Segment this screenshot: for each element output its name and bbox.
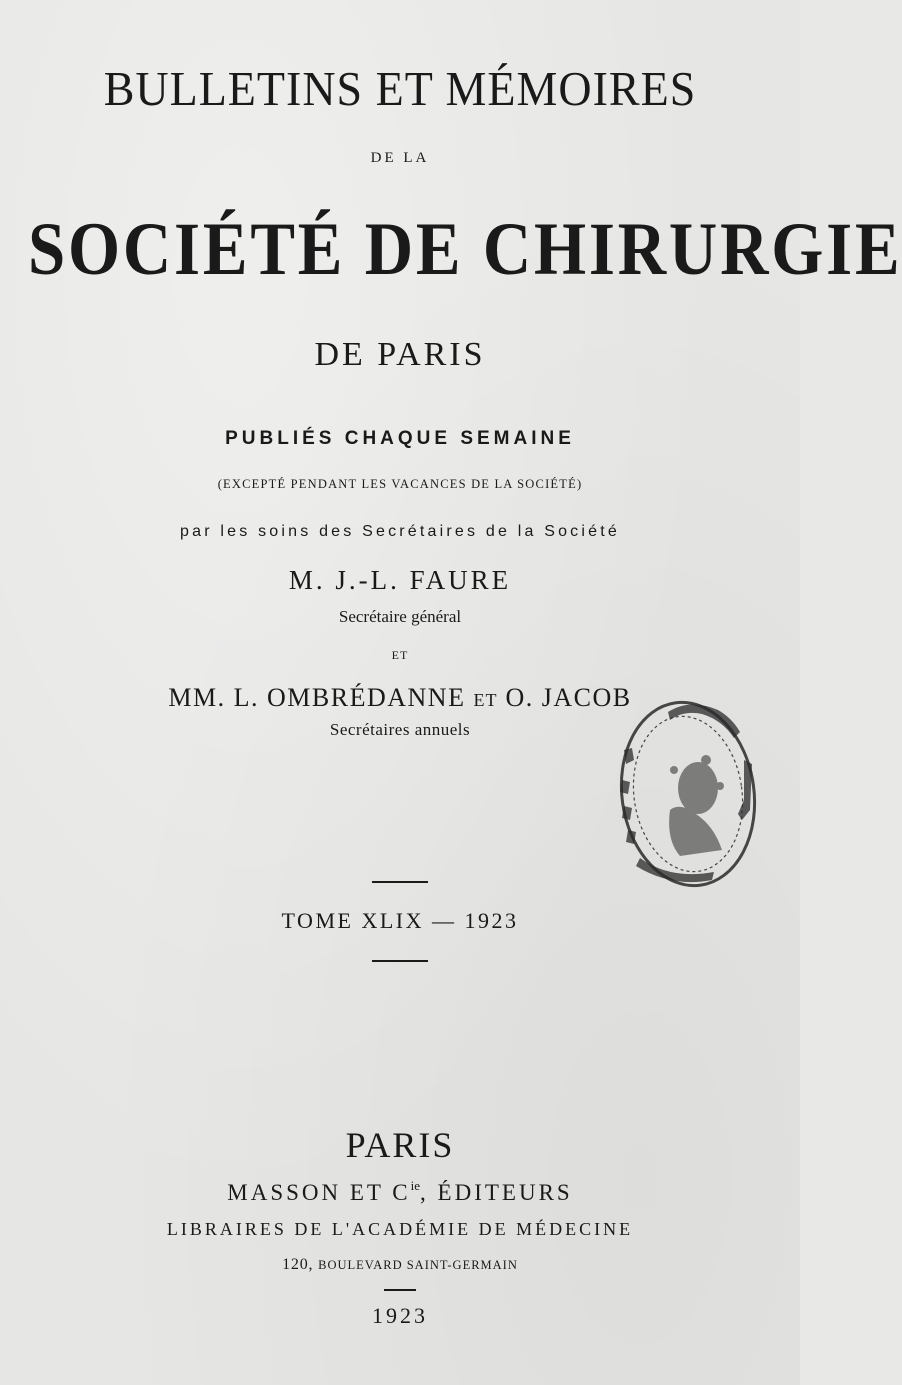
publisher-city: PARIS	[345, 1125, 455, 1165]
divider-rule	[372, 881, 428, 883]
publication-year: 1923	[372, 1303, 428, 1328]
title-bulletins-memoires: BULLETINS ET MÉMOIRES	[103, 61, 697, 116]
title-de-paris: DE PARIS	[314, 336, 486, 373]
divider-rule	[384, 1289, 416, 1291]
address-street: BOULEVARD SAINT-GERMAIN	[318, 1258, 518, 1272]
secretary-general-name: M. J.-L. FAURE	[288, 565, 512, 595]
annual-secretary-second: O. JACOB	[505, 683, 632, 712]
address-number: 120,	[282, 1256, 314, 1273]
publisher-name	[0, 1178, 800, 1206]
title-de-la: DE LA	[370, 150, 430, 166]
annual-secretary-first: MM. L. OMBRÉDANNE	[168, 683, 466, 712]
publisher-role: LIBRAIRES DE L'ACADÉMIE DE MÉDECINE	[166, 1219, 634, 1239]
publication-exception: (EXCEPTÉ PENDANT LES VACANCES DE LA SOCIÉTÉ)	[217, 477, 583, 491]
editors-intro: par les soins des Secrétaires de la Société	[180, 523, 620, 540]
publisher-name-suffix: , ÉDITEURS	[420, 1180, 573, 1205]
title-societe-de-chirurgie: SOCIÉTÉ DE CHIRURGIE	[28, 206, 902, 291]
library-stamp	[610, 690, 760, 895]
annual-secretaries-title: Secrétaires annuels	[329, 720, 471, 739]
publisher-name-main: MASSON ET C	[227, 1180, 411, 1205]
secretary-general-title: Secrétaire général	[338, 607, 462, 626]
publication-frequency: PUBLIÉS CHAQUE SEMAINE	[225, 428, 575, 449]
conjunction-et: ET	[391, 648, 409, 662]
publisher-name-superscript: ie	[410, 1178, 421, 1193]
divider-rule	[372, 960, 428, 962]
annual-secretaries-and: ET	[473, 690, 498, 710]
volume-label: TOME XLIX — 1923	[281, 908, 519, 933]
publisher-address	[0, 1256, 800, 1274]
